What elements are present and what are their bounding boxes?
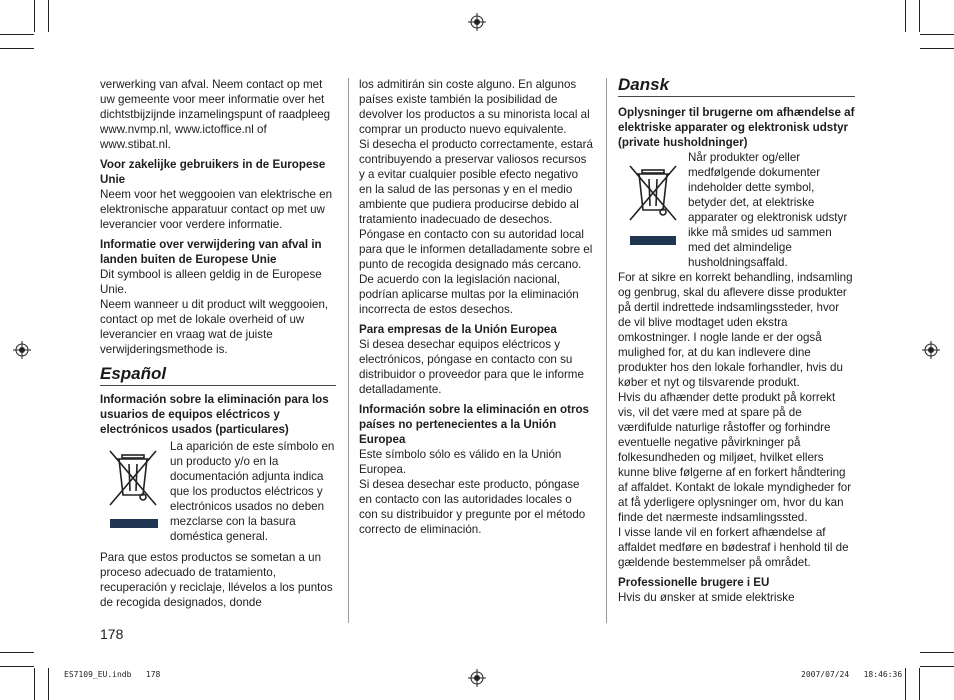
crop-mark <box>920 666 954 667</box>
paragraph: Når produkter og/eller medfølgende dokumenter indeholder dette symbol, betyder det, at elektriske apparater og elektronisk udstyr ikke må smides ud sammen med det almindelige husholdningsaffald. <box>688 151 848 269</box>
paragraph: Para que estos productos se sometan a un proceso adecuado de tratamiento, recuperación y reciclaje, llévelos a los puntos de recogida designados, donde <box>100 551 333 609</box>
weee-symbol <box>100 437 170 547</box>
registration-mark-icon <box>922 341 940 359</box>
section-heading: Información sobre la eliminación en otros países no pertenecientes a la Unión Europea <box>359 403 589 446</box>
weee-symbol <box>618 150 688 270</box>
paragraph: Dit symbool is alleen geldig in de Europese Unie. <box>100 268 322 296</box>
paragraph: De acuerdo con la legislación nacional, podrían aplicarse multas por la eliminación incorrecta de estos desechos. <box>359 273 579 316</box>
registration-mark-icon <box>468 669 486 687</box>
section-heading: Información sobre la eliminación para los usuarios de equipos eléctricos y electrónicos usados (particulares) <box>100 393 329 436</box>
crop-mark <box>48 0 49 32</box>
footer-timestamp: 2007/07/24 18:46:36 <box>801 670 903 679</box>
section-heading: Oplysninger til brugerne om afhændelse af elektriske apparater og elektronisk udstyr (private husholdninger) <box>618 106 855 149</box>
crossed-out-wheelie-bin-icon <box>626 162 680 226</box>
crop-mark <box>0 34 34 35</box>
registration-mark-icon <box>13 341 31 359</box>
column-danish <box>618 75 855 605</box>
language-title-espanol: Español <box>100 364 336 386</box>
column-spanish-cont <box>359 77 593 537</box>
crop-mark <box>0 666 34 667</box>
crop-mark <box>905 0 906 32</box>
crop-mark <box>920 34 954 35</box>
paragraph: For at sikre en korrekt behandling, indsamling og genbrug, skal du aflevere disse produkter på dertil indrettede indsamlingssteder, hvor de vil blive modtaget uden ekstra omkostninger. I nogle lande er der også mulighed for, at du kan indlevere dine produkter hos den lokale forhandler, hvis du køber et nyt og tilsvarende produkt. <box>618 271 853 389</box>
column-divider <box>606 78 607 623</box>
paragraph: Este símbolo sólo es válido en la Unión Europea. <box>359 448 562 476</box>
page-number: 178 <box>100 626 124 642</box>
paragraph: La aparición de este símbolo en un producto y/o en la documentación adjunta indica que los productos eléctricos y electrónicos usados no deben mezclarse con la basura doméstica general. <box>170 440 335 543</box>
paragraph: Neem wanneer u dit product wilt weggooien, contact op met de lokale overheid of uw leverancier en vraag wat de juiste verwijderingsmethode is. <box>100 298 329 356</box>
crop-mark <box>0 652 34 653</box>
crop-mark <box>34 668 35 700</box>
weee-bar <box>110 519 158 528</box>
weee-bar <box>630 236 676 245</box>
section-heading: Professionelle brugere i EU <box>618 576 770 589</box>
crop-mark <box>919 0 920 32</box>
column-divider <box>348 78 349 623</box>
crop-mark <box>919 668 920 700</box>
crop-mark <box>920 48 954 49</box>
paragraph: I visse lande vil en forkert afhændelse af affaldet medføre en bødestraf i henhold til de gældende bestemmelser på området. <box>618 526 849 569</box>
section-heading: Voor zakelijke gebruikers in de Europese Unie <box>100 158 326 186</box>
section-heading: Para empresas de la Unión Europea <box>359 323 557 336</box>
paragraph: Neem voor het weggooien van elektrische en elektronische apparatuur contact op met uw leverancier voor verdere informatie. <box>100 188 333 231</box>
paragraph: Si desecha el producto correctamente, estará contribuyendo a preservar valiosos recursos y a evitar cualquier posible efecto negativo en la salud de las personas y en el medio ambiente que pudiera producirse debido al tratamiento inadecuado de desechos. Póngase en contacto con su autoridad local para que le informen detalladamente sobre el punto de recogida designado más cercano. <box>359 138 593 271</box>
paragraph: verwerking van afval. Neem contact op met uw gemeente voor meer informatie over het dichtstbijzijnde inzamelingspunt of raadpleeg www.nvmp.nl, www.ictoffice.nl of www.stibat.nl. <box>100 78 331 151</box>
crop-mark <box>920 652 954 653</box>
crop-mark <box>48 668 49 700</box>
bin-symbol-row <box>100 437 336 547</box>
footer-file-info: ES7109_EU.indb 178 <box>64 670 161 679</box>
language-title-dansk: Dansk <box>618 75 855 97</box>
crop-mark <box>0 48 34 49</box>
paragraph: Hvis du ønsker at smide elektriske <box>618 591 795 604</box>
paragraph: Si desea desechar equipos eléctricos y electrónicos, póngase en contacto con su distribuidor o proveedor para que le informe detalladamente. <box>359 338 584 396</box>
registration-mark-icon <box>468 13 486 31</box>
column-dutch-spanish <box>100 77 336 610</box>
bin-symbol-row <box>618 150 855 270</box>
crossed-out-wheelie-bin-icon <box>106 447 160 511</box>
crop-mark <box>905 668 906 700</box>
paragraph: los admitirán sin coste alguno. En algunos países existe también la posibilidad de devolver los productos a su minorista local al comprar un producto nuevo equivalente. <box>359 78 590 136</box>
section-heading: Informatie over verwijdering van afval in landen buiten de Europese Unie <box>100 238 322 266</box>
crop-mark <box>34 0 35 32</box>
paragraph: Si desea desechar este producto, póngase en contacto con las autoridades locales o con su distribuidor y pregunte por el método correcto de eliminación. <box>359 478 586 536</box>
paragraph: Hvis du afhænder dette produkt på korrekt vis, vil det være med at spare på de værdifulde naturlige råstoffer og forhindre eventuelle negative påvirkninger på folkesundheden og miljøet, hvilket ellers kunne blive følgerne af en forkert håndtering af affaldet. Kontakt de lokale myndigheder for at få yderligere oplysninger om, hvor du kan finde det nærmeste indsamlingssted. <box>618 391 852 524</box>
